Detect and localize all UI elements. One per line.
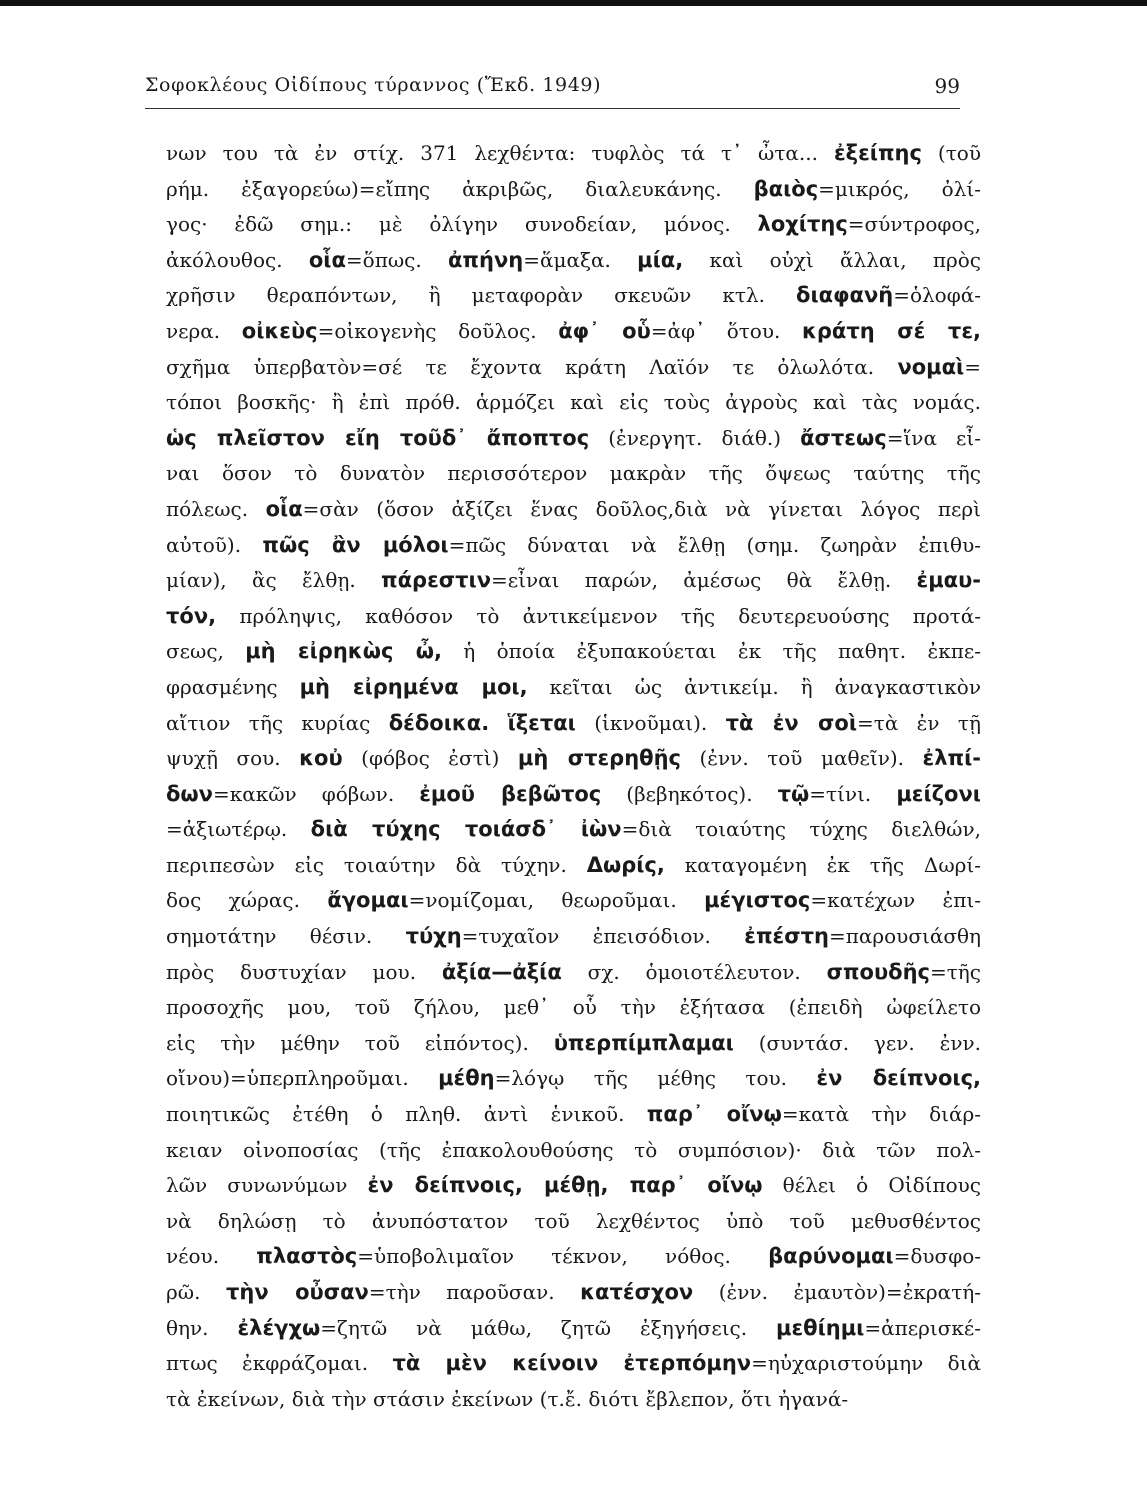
lemma: ἀφ᾽ οὗ bbox=[558, 318, 651, 343]
text-line: ρῶ. τὴν οὖσαν=τὴν παροῦσαν. κατέσχον (ἐνν. ἐμαυτὸν)=ἐκρατή- bbox=[166, 1280, 981, 1304]
lemma: Δωρίς, bbox=[586, 852, 665, 877]
text-line: χρῆσιν θεραπόντων, ἢ μεταφορὰν σκευῶν κτλ. διαφανῆ=ὁλοφά- bbox=[166, 283, 981, 308]
commentary-text bbox=[166, 136, 981, 1417]
lemma: μὴ στερηθῇς bbox=[517, 746, 681, 771]
text-line: γος· ἐδῶ σημ.: μὲ ὀλίγην συνοδείαν, μόνος. λοχίτης=σύντροφος, bbox=[166, 212, 981, 237]
lemma: ἐν δείπνοις, μέθῃ, παρ᾽ οἴνῳ bbox=[367, 1173, 763, 1198]
lemma: οἷα bbox=[265, 496, 303, 521]
lemma: βαιὸς bbox=[753, 176, 819, 201]
text-line: τὰ ἐκείνων, διὰ τὴν στάσιν ἐκείνων (τ.ἔ. διότι ἔβλεπον, ὅτι ἠγανά- bbox=[166, 1386, 849, 1411]
text-line: ρήμ. ἐξαγορεύω)=εἴπης ἀκριβῶς, διαλευκάνης. βαιὸς=μικρός, ὀλί- bbox=[166, 176, 981, 201]
lemma: παρ᾽ οἴνῳ bbox=[646, 1102, 782, 1127]
lemma: πῶς ἂν μόλοι bbox=[262, 532, 449, 557]
text-line: ποιητικῶς ἐτέθη ὁ πληθ. ἀντὶ ἑνικοῦ. παρ᾽ οἴνῳ=κατὰ τὴν διάρ- bbox=[166, 1102, 981, 1127]
lemma: μεθίημι bbox=[776, 1315, 865, 1340]
lemma: βαρύνομαι bbox=[768, 1244, 894, 1269]
lemma: διαφανῆ bbox=[796, 283, 894, 308]
lemma: ἄγομαι bbox=[327, 888, 409, 913]
lemma: ἐπέστη bbox=[744, 924, 829, 949]
scan-top-edge bbox=[0, 0, 1147, 6]
lemma: δέδοικα. bbox=[388, 710, 490, 735]
text-line: νὰ δηλώσῃ τὸ ἀνυπόστατον τοῦ λεχθέντος ὑπὸ τοῦ μεθυσθέντος bbox=[166, 1208, 981, 1233]
lemma: μείζονι bbox=[896, 781, 981, 806]
lemma: πάρεστιν bbox=[381, 568, 492, 593]
lemma: κοὐ bbox=[299, 746, 343, 771]
lemma: μία, bbox=[637, 247, 684, 272]
lemma: τὴν οὖσαν bbox=[225, 1280, 369, 1304]
text-line: νέου. πλαστὸς=ὑποβολιμαῖον τέκνον, νόθος. βαρύνομαι=δυσφο- bbox=[166, 1244, 981, 1269]
text-line: πτως ἐκφράζομαι. τὰ μὲν κείνοιν ἐτερπόμην=ηὐχαριστούμην διὰ bbox=[166, 1351, 981, 1376]
text-line: λῶν συνωνύμων ἐν δείπνοις, μέθῃ, παρ᾽ οἴνῳ θέλει ὁ Οἰδίπους bbox=[166, 1173, 981, 1198]
lemma: τύχη bbox=[405, 924, 462, 949]
lemma: ὑπερπίμπλαμαι bbox=[553, 1030, 734, 1055]
text-line: δος χώρας. ἄγομαι=νομίζομαι, θεωροῦμαι. μέγιστος=κατέχων ἐπι- bbox=[166, 888, 981, 913]
text-line: τόν, πρόληψις, καθόσον τὸ ἀντικείμενον τῆς δευτερευούσης προτά- bbox=[166, 603, 981, 628]
lemma: μὴ εἰρημένα μοι, bbox=[299, 674, 528, 699]
text-line: εἰς τὴν μέθην τοῦ εἰπόντος). ὑπερπίμπλαμαι (συντάσ. γεν. ἐνν. bbox=[166, 1030, 981, 1055]
text-line: πόλεως. οἷα=σὰν (ὅσον ἀξίζει ἕνας δοῦλος,διὰ νὰ γίνεται λόγος περὶ bbox=[166, 496, 981, 521]
lemma: ἐμοῦ βεβῶτος bbox=[419, 781, 602, 806]
lemma: μὴ εἰρηκὼς ὦ, bbox=[245, 639, 442, 664]
lemma: κράτη σέ τε, bbox=[801, 318, 981, 343]
text-line: αὐτοῦ). πῶς ἂν μόλοι=πῶς δύναται νὰ ἔλθῃ (σημ. ζωηρὰν ἐπιθυ- bbox=[166, 532, 981, 557]
text-line: προσοχῆς μου, τοῦ ζήλου, μεθ᾽ οὗ τὴν ἐξήτασα (ἐπειδὴ ὠφείλετο bbox=[166, 995, 981, 1020]
lemma: ὡς πλεῖστον εἴη τοῦδ᾽ ἄποπτος bbox=[166, 425, 590, 450]
lemma: διὰ τύχης τοιάσδ᾽ ἰὼν bbox=[310, 817, 622, 842]
lemma: ἐξείπης bbox=[833, 141, 922, 165]
text-line: περιπεσὼν εἰς τοιαύτην δὰ τύχην. Δωρίς, καταγομένη ἐκ τῆς Δωρί- bbox=[166, 852, 981, 877]
lemma: τῷ bbox=[777, 781, 810, 806]
lemma: νομαὶ bbox=[897, 354, 965, 379]
lemma: μέγιστος bbox=[704, 888, 811, 913]
lemma: ἄστεως bbox=[800, 425, 887, 450]
text-line: αἴτιον τῆς κυρίας δέδοικα. ἵξεται (ἱκνοῦμαι). τὰ ἐν σοὶ=τὰ ἐν τῇ bbox=[166, 710, 981, 735]
lemma: σπουδῆς bbox=[826, 959, 930, 984]
text-line: ναι ὅσον τὸ δυνατὸν περισσότερον μακρὰν τῆς ὄψεως ταύτης τῆς bbox=[166, 461, 981, 486]
lemma: τὰ μὲν κείνοιν ἐτερπόμην bbox=[392, 1351, 752, 1376]
lemma: τόν, bbox=[166, 603, 217, 628]
text-line: ὡς πλεῖστον εἴη τοῦδ᾽ ἄποπτος (ἐνεργητ. διάθ.) ἄστεως=ἵνα εἶ- bbox=[166, 425, 981, 450]
lemma: ἵξεται bbox=[507, 710, 576, 735]
header-rule bbox=[145, 108, 960, 109]
lemma: οἷα bbox=[308, 247, 346, 272]
text-line: δων=κακῶν φόβων. ἐμοῦ βεβῶτος (βεβηκότος). τῷ=τίνι. μείζονι bbox=[166, 781, 981, 806]
lemma: κατέσχον bbox=[580, 1280, 694, 1304]
text-line: φρασμένης μὴ εἰρημένα μοι, κεῖται ὡς ἀντικείμ. ἢ ἀναγκαστικὸν bbox=[166, 674, 981, 699]
text-line: νων του τὰ ἐν στίχ. 371 λεχθέντα: τυφλὸς τά τ᾽ ὦτα... ἐξείπης (τοῦ bbox=[166, 141, 981, 165]
text-line: κειαν οἰνοποσίας (τῆς ἐπακολουθούσης τὸ συμπόσιον)· διὰ τῶν πολ- bbox=[166, 1137, 981, 1162]
text-line: μίαν), ἂς ἔλθῃ. πάρεστιν=εἶναι παρών, ἀμέσως θὰ ἔλθῃ. ἐμαυ- bbox=[166, 568, 981, 593]
text-line: νερα. οἰκεὺς=οἰκογενὴς δοῦλος. ἀφ᾽ οὗ=ἀφ᾽ ὅτου. κράτη σέ τε, bbox=[166, 318, 981, 343]
lemma: λοχίτης bbox=[757, 212, 848, 237]
text-line: ἀκόλουθος. οἷα=ὅπως. ἀπήνη=ἅμαξα. μία, καὶ οὐχὶ ἄλλαι, πρὸς bbox=[166, 247, 981, 272]
lemma: ἐμαυ- bbox=[916, 568, 981, 593]
lemma: τὰ ἐν σοὶ bbox=[725, 710, 857, 735]
text-line: θην. ἐλέγχω=ζητῶ νὰ μάθω, ζητῶ ἐξηγήσεις. μεθίημι=ἀπερισκέ- bbox=[166, 1315, 981, 1340]
text-line: σημοτάτην θέσιν. τύχη=τυχαῖον ἐπεισόδιον. ἐπέστη=παρουσιάσθη bbox=[166, 924, 981, 949]
text-line: οἴνου)=ὑπερπληροῦμαι. μέθη=λόγῳ τῆς μέθης του. ἐν δείπνοις, bbox=[166, 1066, 981, 1091]
lemma: μέθη bbox=[438, 1066, 495, 1091]
text-line: τόποι βοσκῆς· ἢ ἐπὶ πρόθ. ἁρμόζει καὶ εἰς τοὺς ἀγροὺς καὶ τὰς νομάς. bbox=[166, 390, 981, 415]
running-title: Σοφοκλέους Οἰδίπους τύραννος (Ἔκδ. 1949) bbox=[145, 74, 602, 96]
lemma: ἐν δείπνοις, bbox=[816, 1066, 981, 1091]
page-number: 99 bbox=[934, 74, 960, 98]
text-line: σεως, μὴ εἰρηκὼς ὦ, ἡ ὁποία ἐξυπακούεται ἐκ τῆς παθητ. ἐκπε- bbox=[166, 639, 981, 664]
lemma: οἰκεὺς bbox=[241, 318, 318, 343]
text-line: πρὸς δυστυχίαν μου. ἀξία—ἀξία σχ. ὁμοιοτέλευτον. σπουδῆς=τῆς bbox=[166, 959, 981, 984]
text-line: =ἀξιωτέρῳ. διὰ τύχης τοιάσδ᾽ ἰὼν=διὰ τοιαύτης τύχης διελθών, bbox=[166, 817, 981, 842]
page-header bbox=[145, 74, 960, 104]
text-line: ψυχῇ σου. κοὐ (φόβος ἐστὶ) μὴ στερηθῇς (ἐνν. τοῦ μαθεῖν). ἐλπί- bbox=[166, 746, 981, 771]
lemma: ἐλπί- bbox=[922, 746, 981, 771]
lemma: πλαστὸς bbox=[256, 1244, 358, 1269]
lemma: δων bbox=[166, 781, 213, 806]
lemma: ἀξία—ἀξία bbox=[441, 959, 562, 984]
lemma: ἐλέγχω bbox=[237, 1315, 321, 1340]
text-line: σχῆμα ὑπερβατὸν=σέ τε ἔχοντα κράτη Λαϊόν τε ὀλωλότα. νομαὶ= bbox=[166, 354, 981, 379]
lemma: ἀπήνη bbox=[447, 247, 524, 272]
